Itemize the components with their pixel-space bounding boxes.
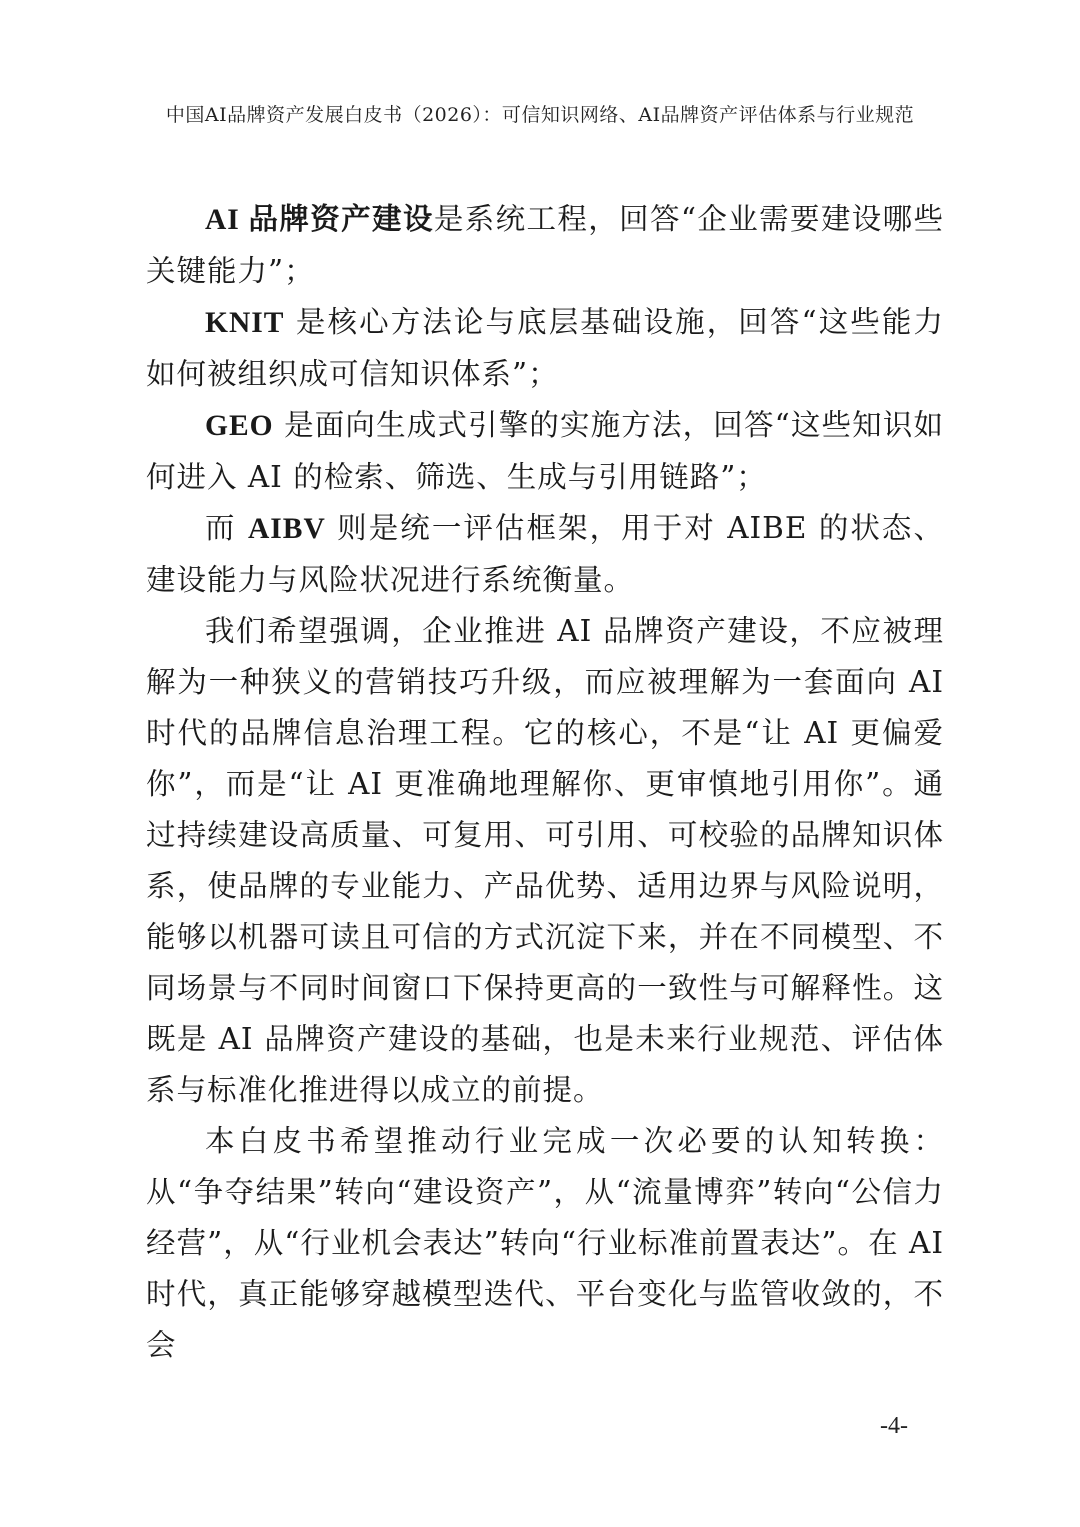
paragraph-text: 是面向生成式引擎的实施方法，回答“这些知识如何进入 AI 的检索、筛选、生成与引用链路”； bbox=[146, 408, 944, 494]
paragraph-knit bbox=[146, 297, 944, 400]
paragraph-text: 是系统工程，回答“企业需要建设哪些关键能力”； bbox=[146, 202, 944, 288]
paragraph-ai-brand-asset bbox=[146, 194, 944, 297]
term-knit: KNIT bbox=[205, 307, 285, 339]
paragraph-geo bbox=[146, 400, 944, 503]
paragraph-cognitive-shift: 本白皮书希望推动行业完成一次必要的认知转换：从“争夺结果”转向“建设资产”，从“流量博弈”转向“公信力经营”，从“行业机会表达”转向“行业标准前置表达”。在 AI 时代，真正能够穿越模型迭代、平台变化与监管收敛的，不会 bbox=[146, 1124, 944, 1362]
paragraph-text: 则是统一评估框架，用于对 AIBE 的状态、建设能力与风险状况进行系统衡量。 bbox=[146, 511, 944, 597]
paragraph-text: 是核心方法论与底层基础设施，回答“这些能力如何被组织成可信知识体系”； bbox=[146, 305, 944, 391]
term-aibv: AIBV bbox=[247, 513, 326, 545]
term-geo: GEO bbox=[205, 410, 274, 442]
paragraph-emphasis: 我们希望强调，企业推进 AI 品牌资产建设，不应被理解为一种狭义的营销技巧升级，而应被理解为一套面向 AI 时代的品牌信息治理工程。它的核心，不是“让 AI 更偏爱你”，而是“让 AI 更准确地理解你、更审慎地引用你”。通过持续建设高质量、可复用、可引用、可校验的品牌知识体系，使品牌的专业能力、产品优势、适用边界与风险说明，能够以机器可读且可信的方式沉淀下来，并在不同模型、不同场景与不同时间窗口下保持更高的一致性与可解释性。这既是 AI 品牌资产建设的基础，也是未来行业规范、评估体系与标准化推进得以成立的前提。 bbox=[146, 614, 944, 1107]
page-header: 中国AI品牌资产发展白皮书（2026）：可信知识网络、AI品牌资产评估体系与行业规范 bbox=[165, 104, 915, 126]
page-number: -4- bbox=[880, 1413, 908, 1439]
document-body bbox=[146, 194, 944, 1371]
term-ai-brand-asset: AI 品牌资产建设 bbox=[205, 204, 434, 236]
paragraph-prefix: 而 bbox=[205, 511, 248, 545]
paragraph-aibv bbox=[146, 503, 944, 606]
